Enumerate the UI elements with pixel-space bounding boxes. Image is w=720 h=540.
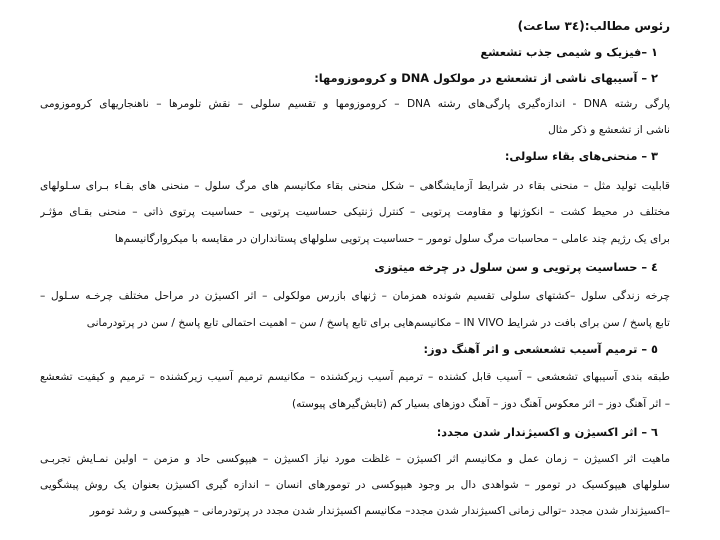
section-5-body-line-1: طبقه بندی آسیبهای تشعشعی – آسیب قابل کشنده – ترمیم آسیب زیرکشنده – مکانیسم ترمیم آسیب زیرکشنده – ترمیم و کیفیت تشعشع — [40, 371, 670, 383]
section-2-body-line-2: ناشی از تشعشع و ذکر مثال — [548, 124, 670, 136]
section-6-heading: ٦ – اثر اکسیژن و اکسیژندار شدن مجدد: — [436, 425, 658, 439]
section-4-body-line-2: تابع پاسخ / سن برای بافت در شرایط IN VIVO – مکانیسم‌هایی برای تابع پاسخ / سن – اهمیت احتمالی تابع پاسخ / سن در پرتودرمانی — [86, 317, 670, 329]
section-1-heading: ١ –فیزیک و شیمی جذب تشعشع — [480, 45, 658, 59]
section-3-body-line-3: برای یک رژیم چند عاملی – محاسبات مرگ سلول تومور – حساسیت پرتویی سلولهای پستانداران در مقایسه با میکروارگانیسم‌ها — [114, 233, 670, 245]
section-6-body-line-3: –اکسیژندار شدن مجدد –توالی زمانی اکسیژندار شدن مجدد– مکانیسم اکسیژندار شدن مجدد در پرتودرمانی – هیپوکسی و رشد تومور — [89, 505, 670, 517]
section-2-heading: ٢ – آسیبهای ناشی از تشعشع در مولکول DNA و کروموزومها: — [314, 71, 658, 85]
section-5-heading: ٥ – ترمیم آسیب تشعشعی و اثر آهنگ دوز: — [423, 342, 658, 356]
document-title: رئوس مطالب:(٣٤ ساعت) — [517, 19, 670, 33]
section-4-heading: ٤ – حساسیت پرتویی و سن سلول در چرخه میتوزی — [374, 260, 658, 274]
section-5-body-line-2: – اثر آهنگ دوز – اثر معکوس آهنگ دوز – آهنگ دوزهای بسیار کم (تابش‌گیرهای پیوسته) — [292, 398, 670, 410]
section-6-body-line-2: سلولهای هیپوکسیک در تومور – شواهدی دال بر وجود هیپوکسی در تومورهای انسان – اندازه گیری اکسیژن بعنوان یک روش پیشگویی — [40, 479, 670, 491]
section-4-body-line-1: چرخه زندگی سلول –کشتهای سلولی تقسیم شونده همزمان – ژنهای بازرس مولکولی – اثر اکسیژن در مراحل مختلف چرخـه سـلول – — [40, 290, 670, 302]
section-3-body-line-1: قابلیت تولید مثل – منحنی بقاء در شرایط آزمایشگاهی – شکل منحنی بقاء مکانیسم های مرگ سلول – منحنی های بقـاء بـرای سـلولهای — [40, 180, 670, 192]
section-3-body-line-2: مختلف در محیط کشت – انکوژنها و مقاومت پرتویی – کنترل ژنتیکی حساسیت پرتویی – حساسیت پرتوی ذاتی – منحنی بقـای مؤثـر — [40, 206, 670, 218]
section-3-heading: ٣ – منحنی‌های بقاء سلولی: — [504, 149, 658, 163]
section-6-body-line-1: ماهیت اثر اکسیژن – زمان عمل و مکانیسم اثر اکسیژن – غلظت مورد نیاز اکسیژن – هیپوکسی حاد و مزمن – اولین نمـایش تجربـی — [40, 453, 670, 465]
section-2-body-line-1: پارگی رشته DNA - اندازه‌گیری پارگی‌های رشته DNA – کروموزومها و تقسیم سلولی – نقش تلومرها – ناهنجاریهای کروموزومی — [40, 98, 670, 110]
